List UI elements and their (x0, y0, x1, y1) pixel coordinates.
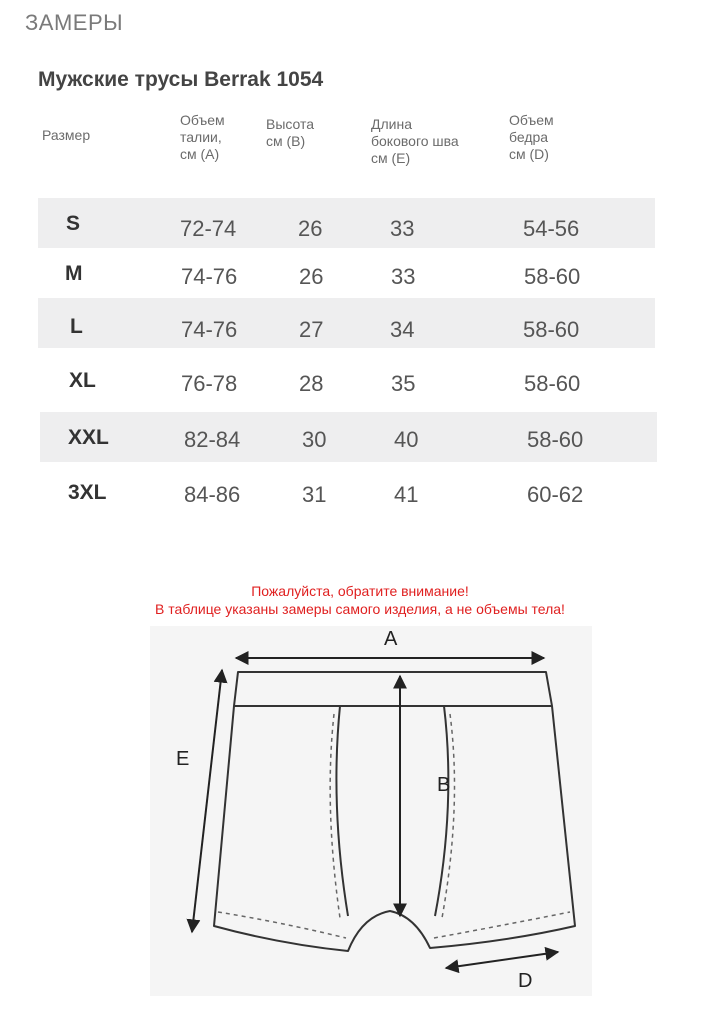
size-label: M (65, 262, 83, 285)
side-value: 41 (394, 482, 419, 507)
waist-value: 76-78 (181, 371, 238, 396)
height-value: 26 (299, 264, 324, 289)
size-label: XXL (68, 426, 109, 449)
side-value: 33 (390, 216, 415, 241)
pouch-seam-left (336, 706, 348, 916)
waistband-shape (234, 672, 552, 706)
height-value: 26 (298, 216, 323, 241)
header-waist: Объем талии, см (A) (180, 112, 225, 162)
header-hip: Объем бедра см (D) (509, 112, 554, 162)
side-value: 40 (394, 427, 419, 452)
label-d: D (518, 970, 533, 992)
waist-value: 74-76 (181, 317, 238, 342)
body-outline (214, 706, 575, 951)
header-height: Высота см (B) (266, 116, 315, 149)
notice-line-1: Пожалуйста, обратите внимание! (251, 583, 469, 599)
hip-value: 58-60 (524, 371, 581, 396)
height-value: 30 (302, 427, 327, 452)
size-label: S (66, 212, 81, 235)
pouch-seam-right (435, 706, 451, 916)
measurement-diagram (150, 626, 592, 996)
hip-value: 60-62 (527, 482, 584, 507)
height-value: 31 (302, 482, 327, 507)
product-title: Мужские трусы Berrak 1054 (38, 68, 324, 91)
waist-value: 72-74 (180, 216, 237, 241)
hip-value: 58-60 (527, 427, 584, 452)
side-value: 34 (390, 317, 415, 342)
waist-value: 74-76 (181, 264, 238, 289)
waist-value: 84-86 (184, 482, 241, 507)
label-b: B (437, 774, 451, 796)
size-label: XL (69, 369, 96, 392)
header-size: Размер (42, 127, 91, 143)
notice-line-2: В таблице указаны замеры самого изделия, а не объемы тела! (155, 601, 565, 617)
page-heading: ЗАМЕРЫ (25, 10, 124, 35)
height-value: 27 (299, 317, 324, 342)
label-e: E (176, 748, 190, 770)
header-side-seam: Длина бокового шва см (E) (371, 116, 459, 166)
side-value: 33 (391, 264, 416, 289)
boxer-briefs-drawing (150, 626, 592, 996)
hip-value: 58-60 (523, 317, 580, 342)
height-value: 28 (299, 371, 324, 396)
size-label: L (70, 315, 83, 338)
hip-value: 54-56 (523, 216, 580, 241)
size-label: 3XL (68, 481, 107, 504)
hip-value: 58-60 (524, 264, 581, 289)
side-value: 35 (391, 371, 416, 396)
waist-value: 82-84 (184, 427, 241, 452)
label-a: A (384, 628, 398, 650)
